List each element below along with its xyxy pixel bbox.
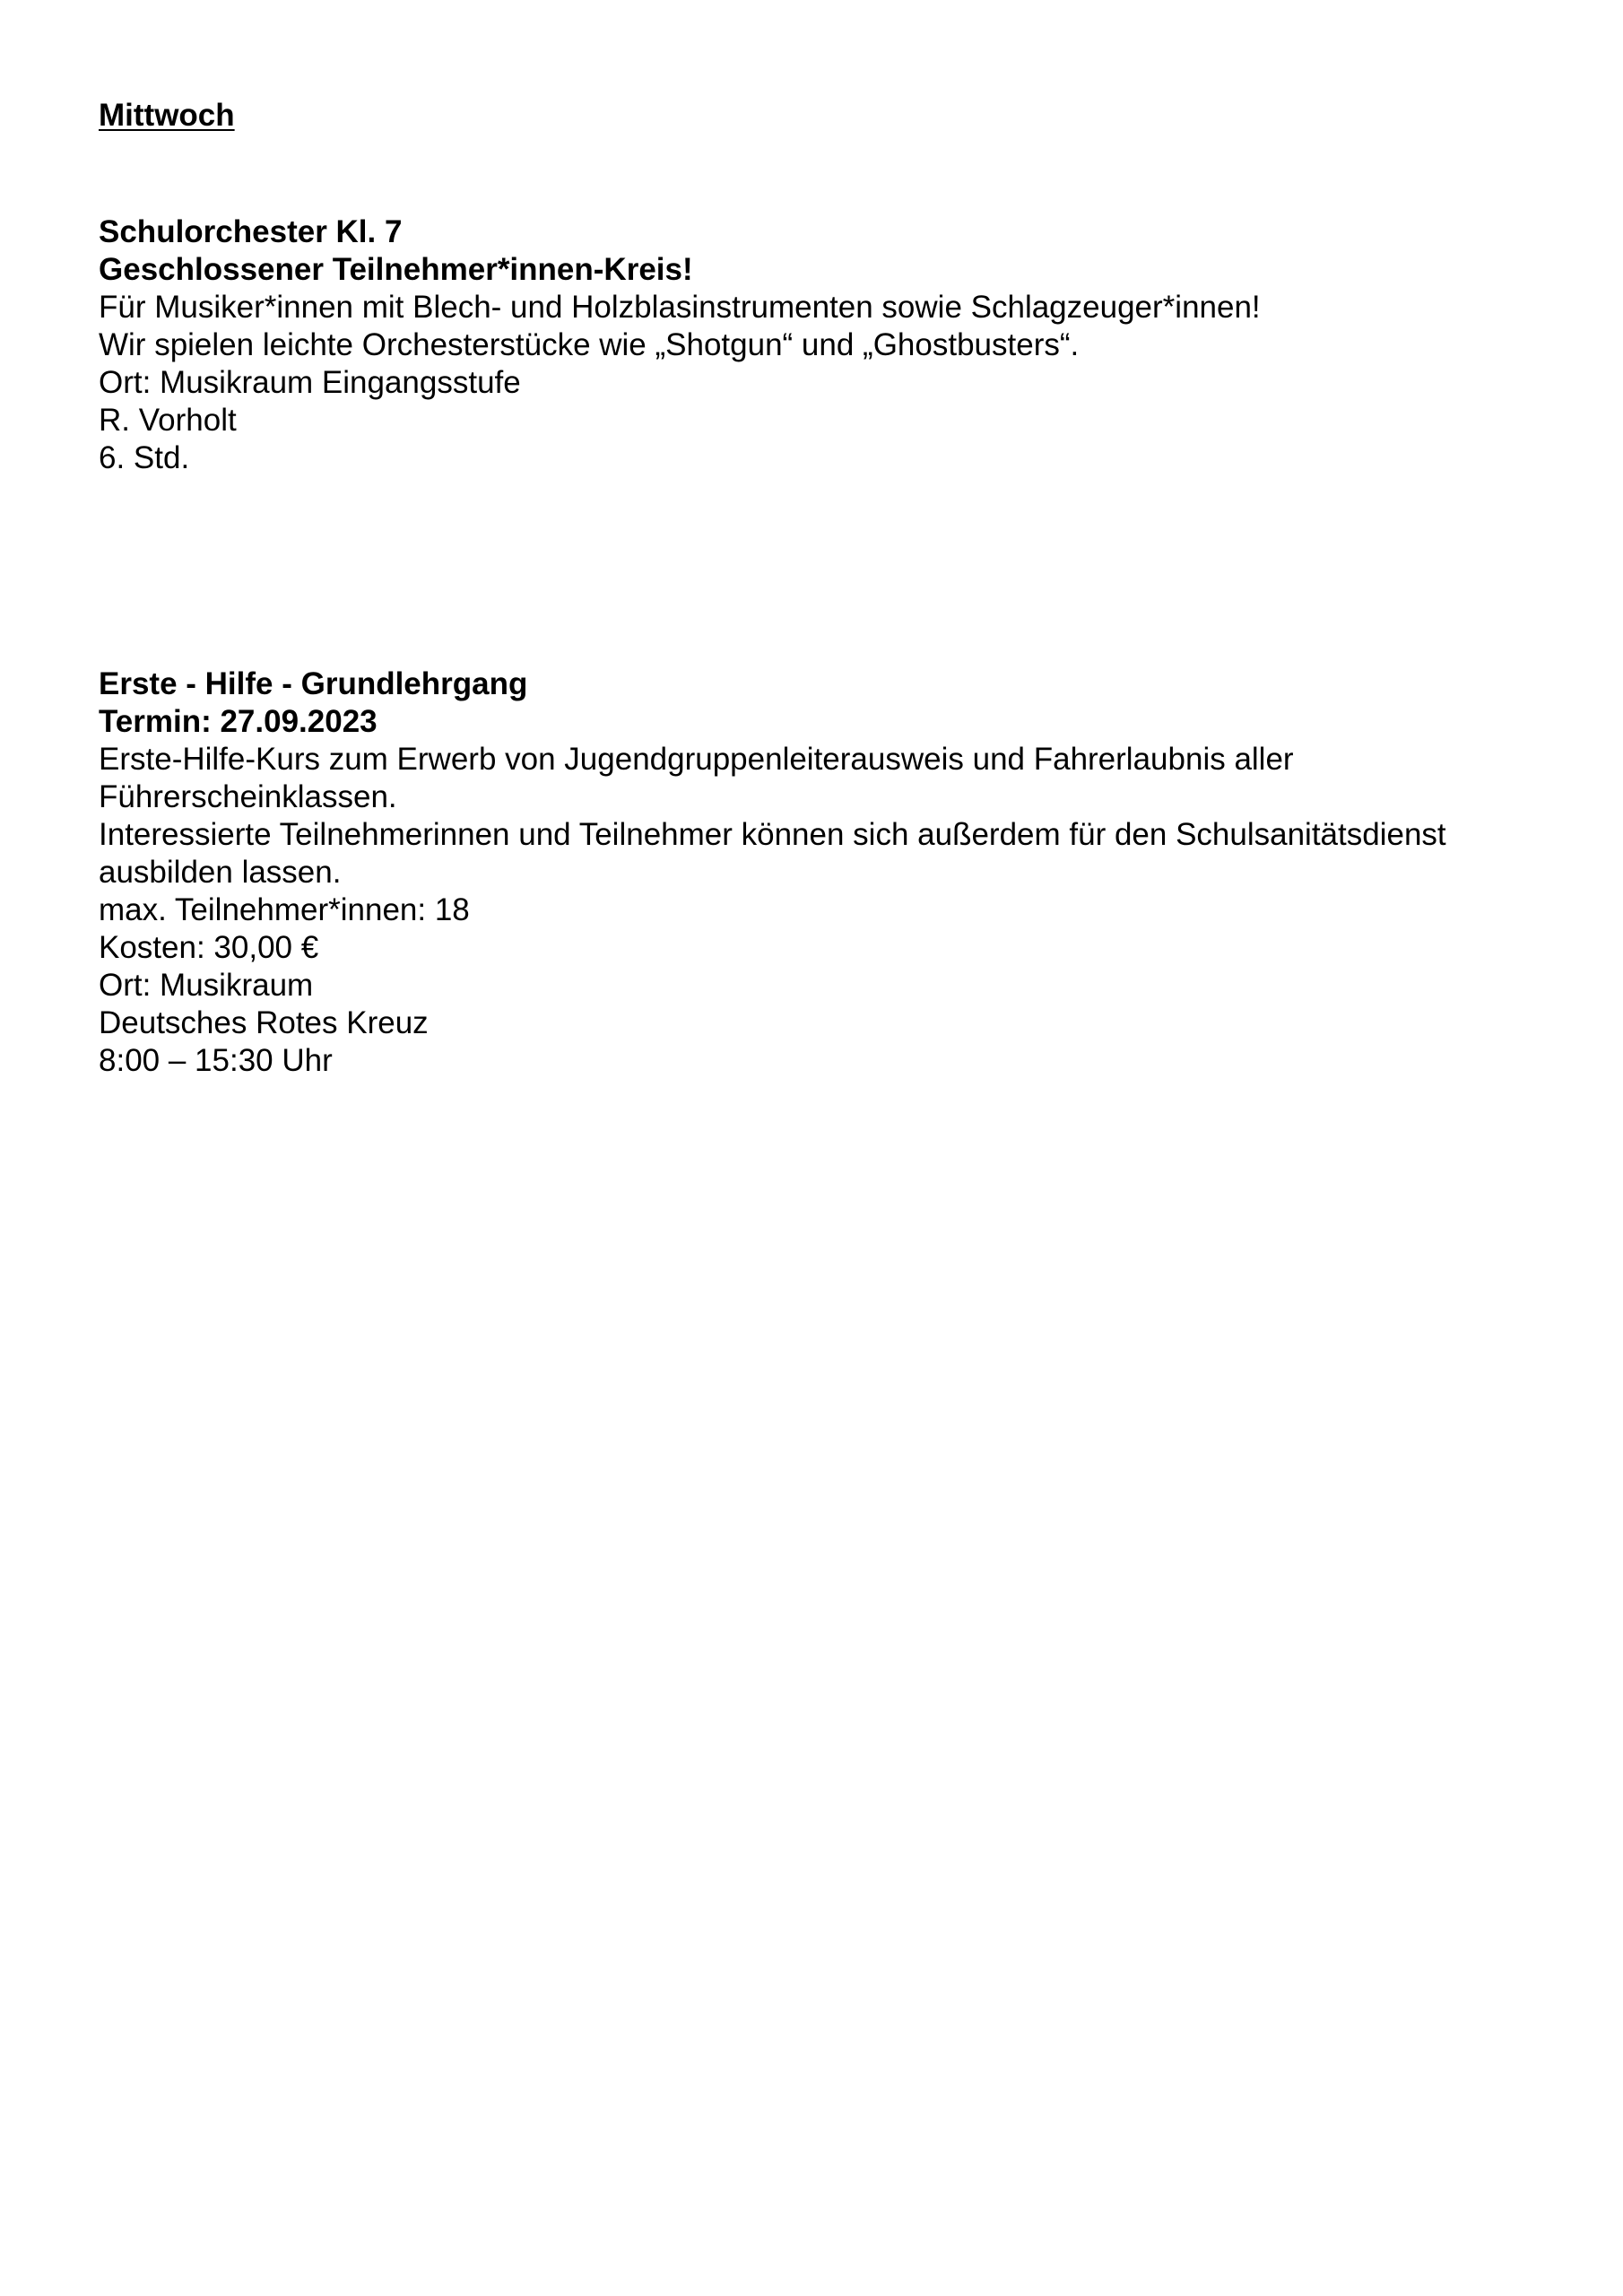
course-2-time: 8:00 – 15:30 Uhr [99, 1043, 333, 1078]
course-2-description-line: ausbilden lassen. [99, 855, 342, 890]
course-2-description-line: Erste-Hilfe-Kurs zum Erwerb von Jugendgruppenleiterausweis und Fahrerlaubnis aller [99, 742, 1294, 777]
course-2-organizer: Deutsches Rotes Kreuz [99, 1005, 429, 1040]
course-1-location: Ort: Musikraum Eingangsstufe [99, 365, 521, 400]
course-1-description-line: Für Musiker*innen mit Blech- und Holzblasinstrumenten sowie Schlagzeuger*innen! [99, 290, 1261, 325]
course-2-description-line: Interessierte Teilnehmerinnen und Teilnehmer können sich außerdem für den Schulsanitätsdienst [99, 817, 1446, 852]
course-2-location: Ort: Musikraum [99, 968, 314, 1003]
course-2-title: Erste - Hilfe - Grundlehrgang [99, 666, 528, 701]
course-1-teacher: R. Vorholt [99, 403, 237, 438]
course-2-cost: Kosten: 30,00 € [99, 930, 319, 965]
course-2-description-line: Führerscheinklassen. [99, 779, 397, 814]
course-1-time: 6. Std. [99, 440, 190, 475]
course-2-subtitle: Termin: 27.09.2023 [99, 704, 378, 739]
course-1-description-line: Wir spielen leichte Orchesterstücke wie „Shotgun“ und „Ghostbusters“. [99, 327, 1080, 362]
course-1-title: Schulorchester Kl. 7 [99, 214, 403, 249]
course-1-subtitle: Geschlossener Teilnehmer*innen-Kreis! [99, 252, 693, 287]
course-2-max-participants: max. Teilnehmer*innen: 18 [99, 892, 470, 927]
day-heading: Mittwoch [99, 98, 235, 133]
